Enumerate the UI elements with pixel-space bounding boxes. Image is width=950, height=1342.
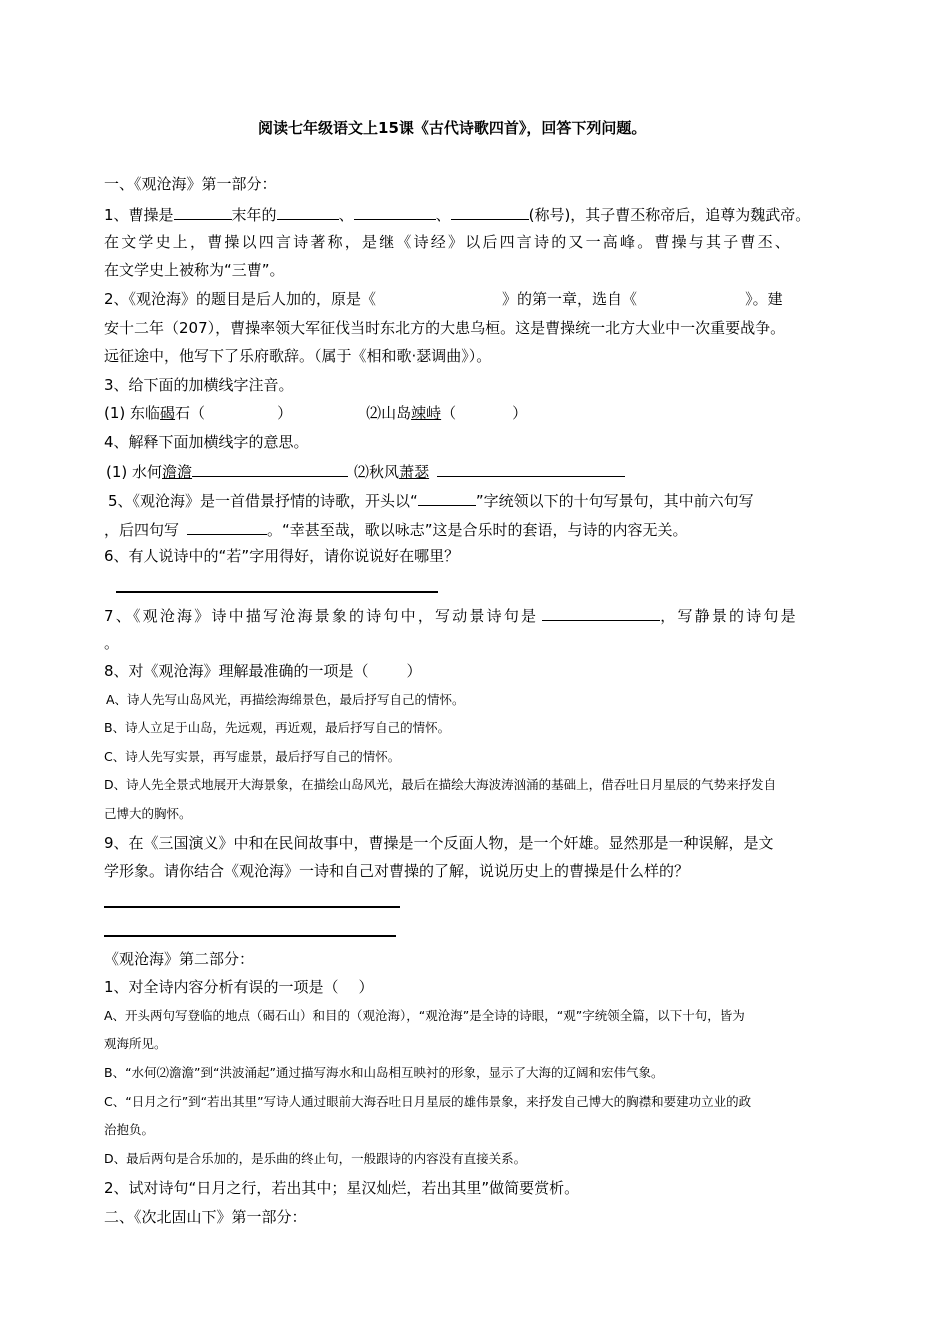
question-1-line-3: 在文学史上被称为“三曹”。 xyxy=(104,261,285,279)
question-text: ） xyxy=(406,662,422,680)
part2-option-a-line-1[interactable]: A、开头两句写登临的地点（碣石山）和目的（观沧海），“观沧海”是全诗的诗眼，“观”字统领全篇，以下十句，皆为 xyxy=(104,1008,745,1023)
option-d-line-2[interactable]: 己博大的胸怀。 xyxy=(104,806,192,821)
question-text: ⑵秋风 xyxy=(354,463,400,481)
answer-blank[interactable] xyxy=(437,460,625,477)
part2-option-d[interactable]: D、最后两句是合乐加的，是乐曲的终止句，一般跟诗的内容没有直接关系。 xyxy=(104,1151,527,1166)
question-9-line-2: 学形象。请你结合《观沧海》一诗和自己对曹操的了解，说说历史上的曹操是什么样的？ xyxy=(104,862,690,880)
question-text: 5、《观沧海》是一首借景抒情的诗歌，开头以“ xyxy=(108,492,418,510)
part2-question-1-heading xyxy=(104,977,374,997)
question-1-line-2: 在文学史上，曹操以四言诗著称，是继《诗经》以后四言诗的又一高峰。曹操与其子曹丕、 xyxy=(104,233,793,251)
question-text: (1) 水何 xyxy=(106,463,163,481)
question-7-line-2: 。 xyxy=(104,634,120,652)
part2-option-a-line-2[interactable]: 观海所见。 xyxy=(104,1036,167,1051)
question-6: 6、有人说诗中的“若”字用得好，请你说说好在哪里？ xyxy=(104,547,460,565)
question-text: 末年的 xyxy=(231,206,277,224)
option-a[interactable]: A、诗人先写山岛风光，再描绘海绵景色，最后抒写自己的情怀。 xyxy=(106,692,465,707)
question-4-items xyxy=(106,460,625,482)
question-text: (称号)，其子曹丕称帝后，追尊为魏武帝。 xyxy=(528,206,811,224)
underlined-character: 萧瑟 xyxy=(399,463,430,481)
answer-blank[interactable] xyxy=(187,518,267,535)
answer-blank[interactable] xyxy=(174,203,232,220)
option-c[interactable]: C、诗人先写实景，再写虚景，最后抒写自己的情怀。 xyxy=(104,749,401,764)
question-1-line-1 xyxy=(104,203,810,225)
question-text: ”字统领以下的十句写景句，其中前六句写 xyxy=(475,492,754,510)
answer-blank[interactable] xyxy=(354,203,436,220)
answer-line[interactable] xyxy=(116,591,438,593)
underlined-character: 碣 xyxy=(160,404,176,422)
option-b[interactable]: B、诗人立足于山岛，先远观，再近观，最后抒写自己的情怀。 xyxy=(104,720,451,735)
section-heading-2: 《观沧海》第二部分： xyxy=(104,950,255,968)
page-title: 阅读七年级语文上15课《古代诗歌四首》，回答下列问题。 xyxy=(258,119,647,137)
question-3-heading: 3、给下面的加横线字注音。 xyxy=(104,376,294,394)
question-text: 7、《观沧海》诗中描写沧海景象的诗句中，写动景诗句是 xyxy=(104,607,539,625)
question-text: ） xyxy=(358,978,374,996)
question-text: ） xyxy=(277,404,293,422)
section-heading-3: 二、《次北固山下》第一部分： xyxy=(104,1208,307,1226)
question-5-line-1 xyxy=(108,489,754,511)
part2-option-c-line-1[interactable]: C、“日月之行”到“若出其里”写诗人通过眼前大海吞吐日月星辰的雄伟景象，来抒发自己博大的胸襟和要建功立业的政 xyxy=(104,1094,752,1109)
answer-blank[interactable] xyxy=(192,460,348,477)
answer-line[interactable] xyxy=(104,906,400,908)
question-9-line-1: 9、在《三国演义》中和在民间故事中，曹操是一个反面人物，是一个奸雄。显然那是一种误解，是文 xyxy=(104,834,774,852)
question-text: (1) 东临 xyxy=(104,404,161,422)
question-text: 》。建 xyxy=(745,290,783,308)
question-text: 、 xyxy=(435,206,451,224)
question-text: 、 xyxy=(338,206,354,224)
question-2-line-1 xyxy=(104,289,783,309)
question-8-heading xyxy=(104,661,422,681)
question-text: 8、对《观沧海》理解最准确的一项是（ xyxy=(104,662,369,680)
section-heading-1: 一、《观沧海》第一部分： xyxy=(104,175,277,193)
question-text: 2、《观沧海》的题目是后人加的，原是《 xyxy=(104,290,377,308)
answer-line[interactable] xyxy=(104,935,396,937)
question-text: 石（ xyxy=(175,404,206,422)
part2-question-2: 2、试对诗句“日月之行，若出其中；星汉灿烂，若出其里”做简要赏析。 xyxy=(104,1179,580,1197)
option-d-line-1[interactable]: D、诗人先全景式地展开大海景象，在描绘山岛风光，最后在描绘大海波涛汹涌的基础上，借吞吐日月星辰的气势来抒发自 xyxy=(104,777,777,792)
question-5-line-2 xyxy=(104,518,688,540)
question-4-heading: 4、解释下面加横线字的意思。 xyxy=(104,433,309,451)
underlined-character: 澹澹 xyxy=(162,463,193,481)
answer-blank[interactable] xyxy=(451,203,529,220)
question-text: 。“幸甚至哉，歌以咏志”这是合乐时的套语，与诗的内容无关。 xyxy=(267,521,688,539)
part2-option-b[interactable]: B、“水何⑵澹澹”到“洪波涌起”通过描写海水和山岛相互映衬的形象，显示了大海的辽阔和宏伟气象。 xyxy=(104,1065,664,1080)
question-text: 1、曹操是 xyxy=(104,206,174,224)
question-text: ，后四句写 xyxy=(104,521,180,539)
question-7-line-1 xyxy=(104,604,798,626)
underlined-character: 竦峙 xyxy=(411,404,442,422)
answer-blank[interactable] xyxy=(418,489,476,506)
question-2-line-3: 远征途中，他写下了乐府歌辞。（属于《相和歌·瑟调曲》）。 xyxy=(104,347,492,365)
question-2-line-2: 安十二年（207），曹操率领大军征伐当时东北方的大患乌桓。这是曹操统一北方大业中一次重要战争。 xyxy=(104,319,786,337)
question-text: （ xyxy=(441,404,457,422)
question-text: ，写静景的诗句是 xyxy=(660,607,798,625)
answer-blank[interactable] xyxy=(277,203,339,220)
question-text: 1、对全诗内容分析有误的一项是（ xyxy=(104,978,339,996)
question-text: 》的第一章，选自《 xyxy=(502,290,638,308)
question-text: ） xyxy=(512,404,528,422)
answer-blank[interactable] xyxy=(542,604,660,621)
question-text: ⑵山岛 xyxy=(366,404,412,422)
part2-option-c-line-2[interactable]: 治抱负。 xyxy=(104,1122,155,1137)
question-3-items xyxy=(104,403,527,423)
